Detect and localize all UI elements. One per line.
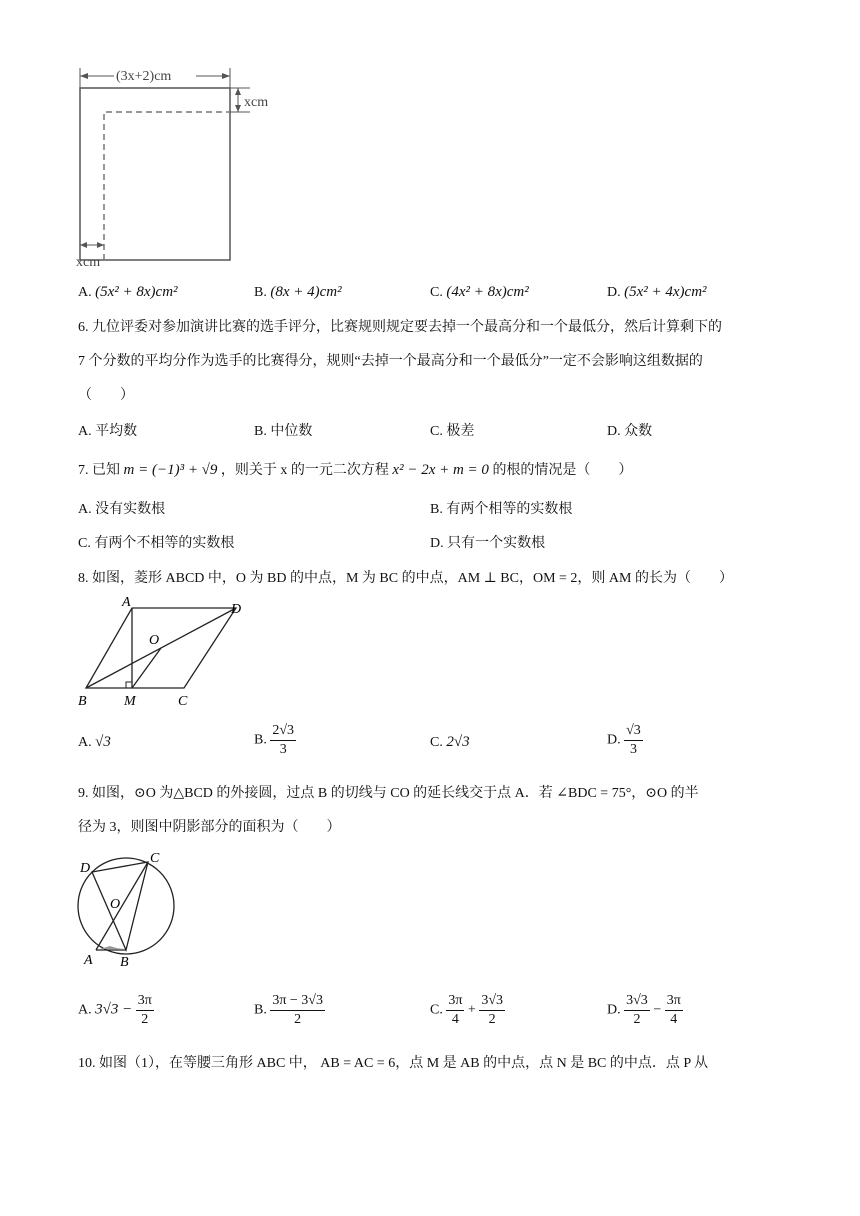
q7-suffix: 的根的情况是（ ）: [492, 463, 633, 478]
option-operator: +: [467, 1002, 476, 1018]
label-d: D: [80, 861, 91, 876]
q7-option-d[interactable]: [430, 534, 545, 554]
q8-option-a[interactable]: [78, 732, 111, 753]
label-a: A: [84, 953, 93, 968]
label-c: C: [150, 851, 160, 866]
q6-text-line-1: 6. 九位评委对参加演讲比赛的选手评分，比赛规则规定要去掉一个最高分和一个最低分，然后计算剩下的: [78, 320, 722, 335]
q7-middle: ，则关于 x 的一元二次方程: [220, 463, 389, 478]
label-d: D: [231, 602, 242, 617]
q6-text-line-2: 7 个分数的平均分作为选手的比赛得分，规则“去掉一个最高分和一个最低分”一定不会影响这组数据的: [78, 354, 703, 369]
option-letter: B.: [254, 732, 267, 748]
option-letter: D.: [607, 1002, 621, 1018]
option-text: (5x² + 4x)cm²: [624, 284, 707, 300]
q6-option-a[interactable]: [78, 422, 137, 442]
option-fraction-2: $\frac{3√3}{2}$: [481, 993, 504, 1027]
q8-option-b[interactable]: [254, 722, 296, 759]
label-b: B: [78, 694, 87, 709]
option-text: 众数: [624, 424, 653, 439]
option-lead: 3√3 −: [95, 1001, 133, 1018]
option-fraction-1: $\frac{3\pi}{4}$: [448, 993, 463, 1027]
q5-option-c[interactable]: [430, 282, 529, 303]
option-letter: C.: [78, 536, 91, 551]
segment-om: [132, 648, 161, 688]
q9-option-c[interactable]: [430, 992, 505, 1029]
q7-text: [78, 460, 632, 481]
option-letter: A.: [78, 502, 92, 517]
option-text: √3: [95, 734, 111, 750]
option-letter: A.: [78, 735, 92, 750]
q6-option-c[interactable]: [430, 422, 474, 442]
option-letter: B.: [254, 285, 267, 300]
option-text: (5x² + 8x)cm²: [95, 284, 178, 300]
right-dimension-label: xcm: [244, 95, 269, 110]
option-letter: D.: [607, 285, 621, 300]
option-text: 平均数: [95, 424, 138, 439]
q9-circle-figure: [74, 846, 184, 972]
q5-option-b[interactable]: [254, 282, 342, 303]
option-fraction-1: $\frac{3√3}{2}$: [626, 993, 648, 1027]
q6-option-d[interactable]: [607, 422, 652, 442]
option-letter: D.: [430, 536, 444, 551]
q7-option-c[interactable]: [78, 534, 234, 554]
option-text: (8x + 4)cm²: [270, 284, 342, 300]
outer-square: [80, 88, 230, 260]
top-dimension-label: (3x+2)cm: [116, 69, 172, 84]
option-fraction: $\frac{2√3}{3}$: [272, 723, 295, 757]
option-letter: A.: [78, 424, 92, 439]
option-text: 有两个不相等的实数根: [94, 536, 235, 551]
label-b: B: [120, 955, 129, 970]
q7-equation: x² − 2x + m = 0: [392, 462, 489, 478]
label-o: O: [110, 897, 121, 912]
option-letter: D.: [607, 424, 621, 439]
bottom-dimension-label: xcm: [76, 255, 101, 270]
q9-text-line-1: 9. 如图，⊙O 为△BCD 的外接圆，过点 B 的切线与 CO 的延长线交于点 A．若 ∠BDC = 75°，⊙O 的半: [78, 786, 699, 801]
q8-rhombus-figure: [74, 594, 264, 712]
option-text: 2√3: [446, 734, 470, 750]
shaded-region: [100, 946, 126, 949]
q7-prefix: 7. 已知: [78, 463, 120, 478]
option-text: (4x² + 8x)cm²: [446, 284, 529, 300]
option-letter: C.: [430, 424, 443, 439]
option-letter: A.: [78, 285, 92, 300]
option-fraction: $\frac{√3}{3}$: [626, 723, 641, 757]
option-text: 没有实数根: [95, 502, 166, 517]
segment-ca: [96, 862, 148, 950]
option-letter: B.: [430, 502, 443, 517]
q8-option-d[interactable]: [607, 722, 643, 759]
q9-option-b[interactable]: [254, 992, 325, 1029]
q5-option-a[interactable]: [78, 282, 178, 303]
option-fraction-2: $\frac{3\pi}{4}$: [666, 993, 681, 1027]
option-letter: A.: [78, 1002, 92, 1018]
option-text: 中位数: [270, 424, 313, 439]
option-operator: −: [653, 1002, 662, 1018]
q7-formula: m = (−1)³ + √9: [123, 462, 218, 478]
q6-answer-bracket: （ ）: [78, 388, 134, 403]
q8-option-c[interactable]: [430, 732, 470, 753]
option-letter: C.: [430, 285, 443, 300]
q6-option-b[interactable]: [254, 422, 312, 442]
q8-text: 8. 如图，菱形 ABCD 中，O 为 BD 的中点，M 为 BC 的中点，AM ⊥ BC，OM = 2，则 AM 的长为（ ）: [78, 571, 733, 586]
option-fraction: $\frac{3\pi - 3√3}{2}$: [272, 993, 323, 1027]
q9-option-a[interactable]: [78, 992, 154, 1029]
option-letter: B.: [254, 424, 267, 439]
option-text: 只有一个实数根: [447, 536, 546, 551]
option-letter: C.: [430, 1002, 443, 1018]
option-text: 有两个相等的实数根: [446, 502, 573, 517]
q5-option-d[interactable]: [607, 282, 707, 303]
q5-figure: [70, 62, 290, 272]
label-m: M: [124, 694, 136, 709]
inner-dashed-cut: [104, 112, 230, 260]
option-text: 极差: [446, 424, 475, 439]
q9-text-line-2: 径为 3，则图中阴影部分的面积为（ ）: [78, 820, 341, 835]
option-fraction: $\frac{3\pi}{2}$: [137, 993, 152, 1027]
q9-option-d[interactable]: [607, 992, 683, 1029]
q10-text-line-1: 10. 如图（1），在等腰三角形 ABC 中， AB = AC = 6，点 M 是 AB 的中点，点 N 是 BC 的中点．点 P 从: [78, 1056, 709, 1071]
label-c: C: [178, 694, 188, 709]
option-letter: B.: [254, 1002, 267, 1018]
right-angle-mark: [126, 682, 132, 688]
label-o: O: [149, 633, 160, 648]
q7-option-b[interactable]: [430, 500, 572, 520]
label-a: A: [122, 595, 131, 610]
q7-option-a[interactable]: [78, 500, 165, 520]
option-letter: C.: [430, 735, 443, 750]
option-letter: D.: [607, 732, 621, 748]
